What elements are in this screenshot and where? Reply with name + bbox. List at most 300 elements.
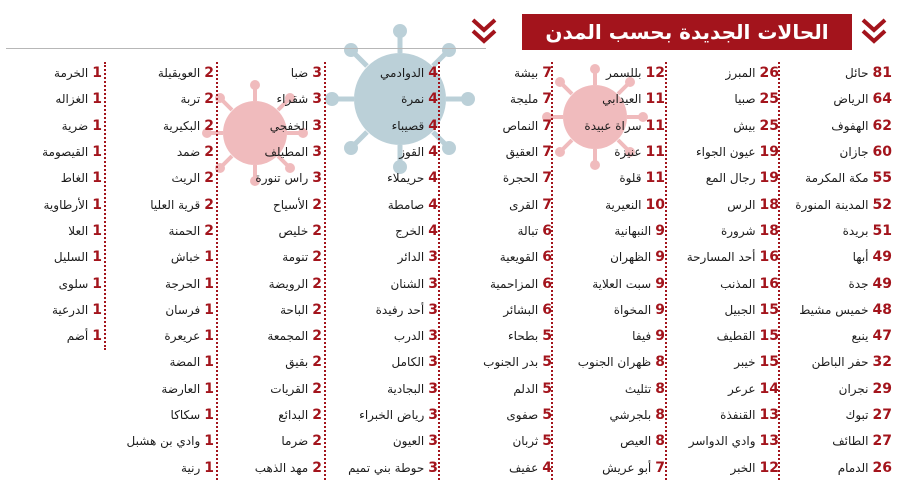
case-count: 2 <box>312 196 322 213</box>
case-count: 3 <box>428 275 438 292</box>
city-name: قرية العليا <box>150 197 201 212</box>
case-count: 3 <box>428 328 438 345</box>
case-count: 15 <box>759 354 779 371</box>
city-row <box>106 191 214 217</box>
case-count: 32 <box>872 354 892 371</box>
city-row <box>326 428 438 454</box>
city-row <box>106 86 214 112</box>
city-row <box>553 86 665 112</box>
cities-column-8 <box>6 60 102 349</box>
city-name: المبرز <box>725 66 756 81</box>
city-row <box>780 139 892 165</box>
city-name: الخبر <box>730 460 756 475</box>
cities-column-6 <box>218 60 322 481</box>
city-name: العارضة <box>161 381 201 396</box>
city-name: المدينة المنورة <box>795 197 869 212</box>
case-count: 5 <box>542 433 552 450</box>
case-count: 7 <box>655 459 665 476</box>
city-name: ثربان <box>512 434 539 449</box>
city-row <box>6 139 102 165</box>
city-row <box>667 244 779 270</box>
case-count: 3 <box>428 249 438 266</box>
city-row <box>553 402 665 428</box>
city-row <box>780 270 892 296</box>
case-count: 49 <box>872 275 892 292</box>
city-name: أحد رفيدة <box>375 302 425 317</box>
city-row <box>218 349 322 375</box>
case-count: 4 <box>428 91 438 108</box>
city-name: الدوادمي <box>380 66 425 81</box>
case-count: 52 <box>872 196 892 213</box>
city-row <box>6 218 102 244</box>
city-name: النبهانية <box>614 223 652 238</box>
case-count: 1 <box>92 144 102 161</box>
case-count: 2 <box>312 301 322 318</box>
city-name: البكيرية <box>162 118 201 133</box>
cities-column-7 <box>106 60 214 481</box>
city-row <box>440 165 552 191</box>
case-count: 2 <box>204 91 214 108</box>
city-name: العقيق <box>505 145 539 160</box>
case-count: 1 <box>204 275 214 292</box>
header-rule <box>6 48 486 49</box>
city-row <box>6 86 102 112</box>
city-row <box>440 244 552 270</box>
cities-column-1 <box>780 60 892 481</box>
city-row <box>6 244 102 270</box>
case-count: 1 <box>92 275 102 292</box>
city-name: الخرج <box>395 223 425 238</box>
city-row <box>667 86 779 112</box>
city-name: الريث <box>171 171 201 186</box>
city-name: القويعية <box>499 250 539 265</box>
case-count: 6 <box>542 222 552 239</box>
city-row <box>6 270 102 296</box>
city-row <box>218 454 322 480</box>
case-count: 48 <box>872 301 892 318</box>
city-row <box>6 297 102 323</box>
city-row <box>667 191 779 217</box>
city-name: جازان <box>839 145 869 160</box>
city-row <box>218 165 322 191</box>
city-name: بطحاء <box>508 329 539 344</box>
city-row <box>780 428 892 454</box>
city-row <box>326 402 438 428</box>
city-row <box>218 297 322 323</box>
city-name: النعيرية <box>605 197 642 212</box>
city-name: الدمام <box>837 460 869 475</box>
city-name: الخرمة <box>54 66 89 81</box>
city-row <box>106 218 214 244</box>
case-count: 14 <box>759 380 779 397</box>
city-name: تثليث <box>624 381 652 396</box>
city-row <box>780 376 892 402</box>
case-count: 11 <box>645 170 665 187</box>
case-count: 13 <box>759 407 779 423</box>
city-row <box>106 428 214 454</box>
city-row <box>553 191 665 217</box>
city-row <box>326 165 438 191</box>
city-row <box>106 270 214 296</box>
case-count: 6 <box>542 249 552 266</box>
city-name: عفيف <box>508 460 539 475</box>
city-row <box>218 139 322 165</box>
city-row <box>218 60 322 86</box>
case-count: 1 <box>92 91 102 108</box>
city-name: المزاحمية <box>489 276 539 291</box>
case-count: 3 <box>312 91 322 108</box>
city-name: صامطة <box>387 197 425 212</box>
case-count: 18 <box>759 196 779 213</box>
case-count: 1 <box>204 328 214 345</box>
city-name: الشنان <box>390 276 425 291</box>
case-count: 27 <box>872 433 892 450</box>
city-name: الباحة <box>280 302 309 317</box>
city-row <box>780 349 892 375</box>
city-row <box>780 113 892 139</box>
case-count: 2 <box>312 249 322 266</box>
city-name: تبالة <box>517 223 539 238</box>
city-name: رنية <box>181 460 201 475</box>
city-row <box>326 323 438 349</box>
city-row <box>553 244 665 270</box>
case-count: 1 <box>92 65 102 82</box>
case-count: 3 <box>428 380 438 397</box>
case-count: 4 <box>428 65 438 82</box>
city-row <box>440 113 552 139</box>
city-row <box>780 191 892 217</box>
city-name: قصيباء <box>391 118 425 133</box>
city-row <box>440 428 552 454</box>
city-row <box>218 86 322 112</box>
city-name: وادي الدواسر <box>688 434 756 449</box>
case-count: 29 <box>872 380 892 397</box>
city-name: العلا <box>68 223 89 238</box>
case-count: 2 <box>204 222 214 239</box>
city-row <box>106 139 214 165</box>
city-row <box>667 165 779 191</box>
city-name: الجبيل <box>724 302 756 317</box>
case-count: 1 <box>92 196 102 213</box>
city-row <box>6 191 102 217</box>
case-count: 1 <box>92 328 102 345</box>
city-name: السليل <box>53 250 89 265</box>
city-name: الدرب <box>393 329 425 344</box>
city-name: الغزاله <box>55 92 89 107</box>
city-row <box>6 60 102 86</box>
case-count: 7 <box>542 117 552 134</box>
case-count: 11 <box>645 91 665 108</box>
city-row <box>218 244 322 270</box>
city-name: عيون الجواء <box>695 145 756 160</box>
case-count: 1 <box>204 433 214 450</box>
case-count: 1 <box>92 117 102 134</box>
case-count: 1 <box>204 354 214 371</box>
city-row <box>780 323 892 349</box>
case-count: 25 <box>759 91 779 108</box>
city-name: الحمنة <box>168 223 201 238</box>
case-count: 1 <box>204 301 214 318</box>
city-name: وادي بن هشبل <box>126 434 201 449</box>
city-row <box>553 218 665 244</box>
city-name: ضرما <box>281 434 309 449</box>
city-name: عريعرة <box>164 329 201 344</box>
city-name: خباش <box>170 250 201 265</box>
case-count: 1 <box>92 170 102 187</box>
city-row <box>440 376 552 402</box>
city-row <box>440 402 552 428</box>
case-count: 5 <box>542 407 552 423</box>
city-row <box>667 60 779 86</box>
city-name: فيفا <box>632 329 652 344</box>
city-name: أبو عريش <box>602 460 652 475</box>
city-name: صبيا <box>734 92 756 107</box>
city-name: الكامل <box>391 355 425 370</box>
city-row <box>667 297 779 323</box>
city-row <box>326 113 438 139</box>
case-count: 2 <box>312 433 322 450</box>
city-name: القرى <box>509 197 539 212</box>
city-row <box>553 323 665 349</box>
city-row <box>326 218 438 244</box>
city-row <box>6 323 102 349</box>
case-count: 2 <box>312 380 322 397</box>
case-count: 13 <box>759 433 779 450</box>
city-row <box>440 86 552 112</box>
city-name: مكة المكرمة <box>805 171 869 186</box>
case-count: 9 <box>655 249 665 266</box>
city-name: الرياض <box>833 92 869 107</box>
city-name: قلوة <box>619 171 642 186</box>
city-row <box>6 165 102 191</box>
city-name: خيبر <box>734 355 756 370</box>
case-count: 27 <box>872 407 892 423</box>
city-row <box>553 454 665 480</box>
city-name: الهفوف <box>831 118 869 133</box>
city-name: البجادية <box>387 381 425 396</box>
city-row <box>106 323 214 349</box>
case-count: 2 <box>312 459 322 476</box>
city-row <box>326 297 438 323</box>
city-row <box>440 454 552 480</box>
case-count: 2 <box>204 117 214 134</box>
city-row <box>667 139 779 165</box>
city-row <box>106 297 214 323</box>
city-name: الخفجي <box>269 118 309 133</box>
city-row <box>780 454 892 480</box>
city-name: عنيزة <box>614 145 642 160</box>
city-row <box>667 402 779 428</box>
city-name: القيصومة <box>42 145 89 160</box>
city-row <box>667 428 779 454</box>
case-count: 15 <box>759 328 779 345</box>
city-row <box>780 244 892 270</box>
case-count: 1 <box>92 301 102 318</box>
city-row <box>667 349 779 375</box>
city-row <box>218 113 322 139</box>
case-count: 2 <box>204 196 214 213</box>
case-count: 18 <box>759 222 779 239</box>
case-count: 1 <box>204 407 214 423</box>
city-row <box>780 218 892 244</box>
city-name: البشائر <box>503 302 539 317</box>
case-count: 60 <box>872 144 892 161</box>
city-row <box>780 402 892 428</box>
city-name: سراة عبيدة <box>584 118 642 133</box>
case-count: 8 <box>655 407 665 423</box>
case-count: 8 <box>655 380 665 397</box>
case-count: 9 <box>655 275 665 292</box>
city-name: نمرة <box>401 92 425 107</box>
city-name: ضبا <box>290 66 309 81</box>
case-count: 2 <box>312 222 322 239</box>
case-count: 49 <box>872 249 892 266</box>
case-count: 2 <box>312 275 322 292</box>
city-row <box>218 376 322 402</box>
city-row <box>553 297 665 323</box>
city-name: رياض الخبراء <box>359 408 425 422</box>
city-name: حائل <box>845 66 869 81</box>
city-name: فرسان <box>165 302 201 317</box>
case-count: 3 <box>312 65 322 82</box>
cities-column-5 <box>326 60 438 481</box>
case-count: 19 <box>759 170 779 187</box>
city-name: حريملاء <box>387 171 425 186</box>
case-count: 11 <box>645 117 665 134</box>
city-name: سبت العلاية <box>592 276 652 291</box>
city-name: ضمد <box>176 145 201 160</box>
case-count: 1 <box>92 249 102 266</box>
city-row <box>780 165 892 191</box>
city-name: بقيق <box>285 355 309 370</box>
city-name: خميس مشيط <box>799 302 869 317</box>
case-count: 64 <box>872 91 892 108</box>
case-count: 2 <box>204 65 214 82</box>
case-count: 19 <box>759 144 779 161</box>
city-name: شقراء <box>276 92 309 107</box>
city-row <box>218 428 322 454</box>
city-name: العويقيلة <box>157 66 201 81</box>
case-count: 16 <box>759 249 779 266</box>
case-count: 55 <box>872 170 892 187</box>
city-row <box>326 139 438 165</box>
city-row <box>106 113 214 139</box>
city-name: أحد المسارحة <box>686 250 756 265</box>
city-name: بدر الجنوب <box>483 355 539 370</box>
city-row <box>780 60 892 86</box>
city-name: القريات <box>270 381 309 396</box>
city-name: الدائر <box>397 250 425 265</box>
double-chevron-down-icon <box>470 16 498 46</box>
city-row <box>106 165 214 191</box>
city-row <box>780 86 892 112</box>
case-count: 2 <box>312 328 322 345</box>
city-name: القوز <box>399 145 425 160</box>
city-name: بلجرشي <box>609 408 652 422</box>
city-name: الرويضة <box>268 276 309 291</box>
case-count: 4 <box>428 170 438 187</box>
city-row <box>667 454 779 480</box>
city-name: النماص <box>502 118 539 133</box>
case-count: 47 <box>872 328 892 345</box>
case-count: 1 <box>204 249 214 266</box>
city-row <box>667 323 779 349</box>
city-name: عرعر <box>727 381 756 396</box>
case-count: 8 <box>655 433 665 450</box>
city-name: الغاط <box>60 171 89 186</box>
city-name: القنفذة <box>720 408 756 422</box>
case-count: 5 <box>542 328 552 345</box>
city-name: تربة <box>180 92 201 107</box>
city-row <box>440 323 552 349</box>
city-name: ضرية <box>61 118 89 133</box>
city-name: الأسياح <box>272 197 309 212</box>
city-name: بيش <box>733 118 756 133</box>
city-name: الطائف <box>832 434 869 449</box>
city-row <box>667 218 779 244</box>
city-row <box>106 376 214 402</box>
case-count: 4 <box>542 459 552 476</box>
city-row <box>553 349 665 375</box>
city-name: نجران <box>838 381 869 396</box>
city-row <box>553 139 665 165</box>
city-row <box>326 86 438 112</box>
city-name: العيص <box>620 434 652 449</box>
city-name: خليص <box>278 223 309 238</box>
city-name: مهد الذهب <box>254 460 309 475</box>
city-row <box>218 270 322 296</box>
city-row <box>440 139 552 165</box>
case-count: 8 <box>655 354 665 371</box>
case-count: 3 <box>428 301 438 318</box>
city-name: سكاكا <box>170 408 201 422</box>
city-name: أبها <box>852 250 869 265</box>
case-count: 3 <box>312 144 322 161</box>
case-count: 15 <box>759 301 779 318</box>
city-row <box>106 454 214 480</box>
case-count: 4 <box>428 222 438 239</box>
case-count: 3 <box>428 433 438 450</box>
case-count: 11 <box>645 144 665 161</box>
case-count: 7 <box>542 144 552 161</box>
city-row <box>326 191 438 217</box>
case-count: 6 <box>542 275 552 292</box>
city-name: ينبع <box>851 329 869 344</box>
city-row <box>440 270 552 296</box>
city-name: العيدابي <box>602 92 642 107</box>
city-name: الأرطاوية <box>43 197 89 212</box>
city-name: سلوى <box>58 276 89 291</box>
cities-column-4 <box>440 60 552 481</box>
city-name: حوطة بني تميم <box>348 460 425 475</box>
city-name: بللسمر <box>605 66 642 81</box>
city-name: رجال المع <box>705 171 756 186</box>
case-count: 9 <box>655 328 665 345</box>
city-row <box>440 349 552 375</box>
city-row <box>326 60 438 86</box>
city-row <box>218 402 322 428</box>
case-count: 4 <box>428 144 438 161</box>
case-count: 26 <box>759 65 779 82</box>
city-name: مليجة <box>510 92 539 107</box>
case-count: 16 <box>759 275 779 292</box>
case-count: 1 <box>204 459 214 476</box>
case-count: 12 <box>759 459 779 476</box>
city-row <box>218 191 322 217</box>
city-name: راس تنورة <box>255 171 309 186</box>
city-name: المطيلف <box>264 145 309 160</box>
case-count: 2 <box>204 170 214 187</box>
